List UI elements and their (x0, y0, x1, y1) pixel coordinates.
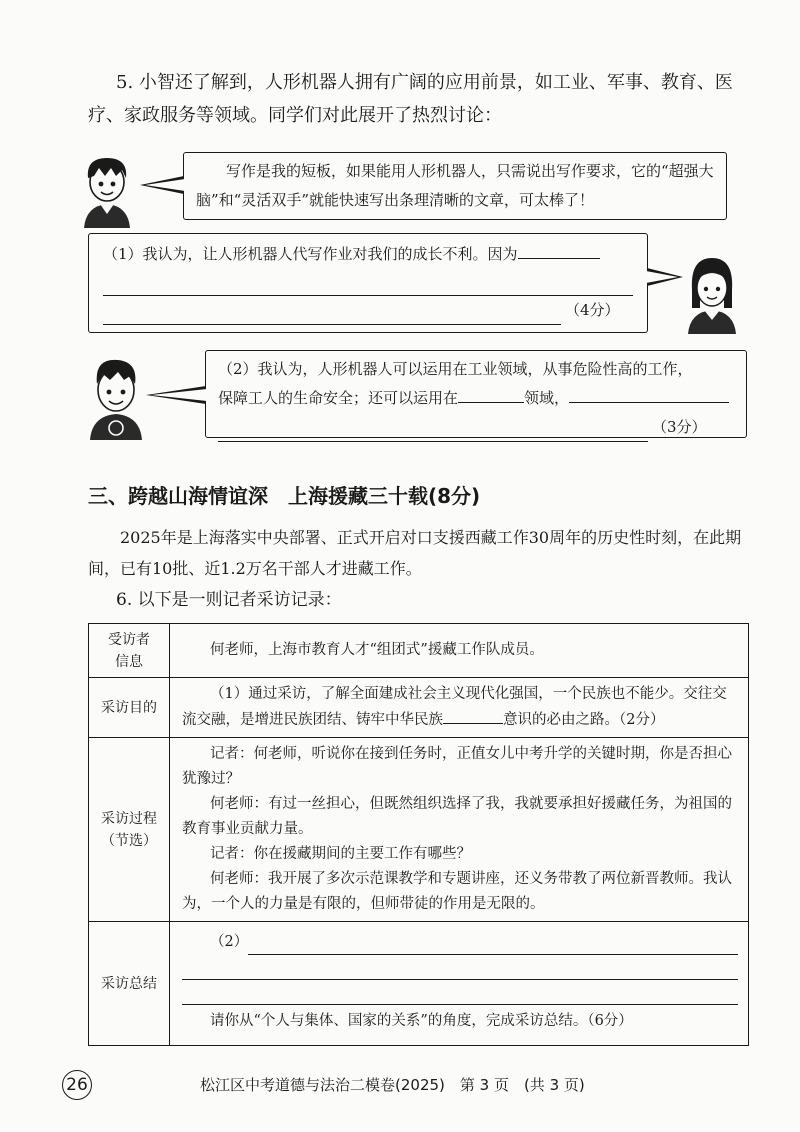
label-purpose: 采访目的 (89, 678, 170, 738)
summary-line-3[interactable] (182, 982, 738, 1005)
answer-2-score: （3分） (652, 418, 707, 436)
label-summary: 采访总结 (89, 922, 170, 1046)
process-p3: 记者：你在援藏期间的主要工作有哪些？ (210, 846, 471, 862)
table-row-interviewee (89, 624, 749, 678)
bubble-3-tail-inner (151, 389, 207, 401)
label-interviewee-info: 受访者信息 (89, 624, 170, 678)
summary-prefix: （2） (210, 934, 249, 950)
boy-icon (78, 150, 136, 228)
table-row-process (89, 738, 749, 922)
purpose-text-a: （1）通过采访，了解全面建成社会主义现代化强国，一个民族也不能少。交往交流交融，是增进民族团结、铸牢中华民族 (182, 686, 727, 728)
purpose-text-b: 意识的必由之路。（2分） (503, 712, 665, 728)
answer-1-score: （4分） (565, 301, 620, 319)
section-3-intro: 2025年是上海落实中央部署、正式开启对口支援西藏工作30周年的历史性时刻，在此期间，已有10批、近1.2万名干部人才进藏工作。 (88, 528, 742, 578)
label-process: 采访过程 （节选） (89, 738, 170, 922)
answer-2-line-3[interactable] (218, 419, 648, 442)
page-footer: 松江区中考道德与法治二模卷(2025) 第 3 页 (共 3 页) (200, 1076, 585, 1094)
process-content (170, 738, 749, 922)
summary-instruction: 请你从“个人与集体、国家的关系”的角度，完成采访总结。（6分） (210, 1013, 633, 1029)
answer-1-line-2[interactable] (103, 298, 561, 325)
boy-icon-2 (84, 352, 148, 440)
speech-bubble-answer-1 (88, 233, 648, 333)
process-p1: 记者：何老师，听说你在接到任务时，正值女儿中考升学的关键时期，你是否担心犹豫过？ (182, 746, 732, 787)
answer-1-blank-inline[interactable] (518, 242, 600, 259)
summary-line-1[interactable] (248, 932, 738, 955)
student-girl-avatar (682, 250, 742, 334)
answer-1-prompt: （1）我认为，让人形机器人代写作业对我们的成长不利。因为 (103, 245, 518, 263)
page-badge: 26 (62, 1070, 92, 1100)
question-6-text: 6. 以下是一则记者采访记录： (116, 590, 342, 610)
answer-1-line-1[interactable] (103, 269, 633, 296)
interview-record-table (88, 623, 749, 1046)
interviewee-info: 何老师，上海市教育人才“组团式”援藏工作队成员。 (170, 624, 749, 678)
section-3-title: 三、跨越山海情谊深 上海援藏三十载(8分) (88, 484, 481, 508)
answer-2-line-1: （2）我认为，人形机器人可以运用在工业领域，从事危险性高的工作， (218, 360, 693, 378)
speech-bubble-writing (183, 152, 727, 220)
purpose-content (170, 678, 749, 738)
summary-content (170, 922, 749, 1046)
process-p4: 何老师：我开展了多次示范课教学和专题讲座，还义务带教了两位新晋教师。我认为，一个人的力量是有限的，但师带徒的作用是无限的。 (182, 871, 732, 912)
student-boy-avatar-1 (78, 150, 136, 228)
bubble-1-text: 写作是我的短板，如果能用人形机器人，只需说出写作要求，它的“超强大脑”和“灵活双手”就能快速写出条理清晰的文章，可太棒了！ (196, 162, 714, 209)
answer-2-line-2b: 领域， (524, 389, 570, 407)
bubble-2-tail-inner (646, 271, 678, 283)
speech-bubble-answer-2 (205, 350, 747, 438)
purpose-blank[interactable] (443, 707, 503, 724)
process-p2: 何老师：有过一丝担心，但既然组织选择了我，我就要承担好援藏任务，为祖国的教育事业贡献力量。 (182, 796, 732, 837)
bubble-1-tail-inner (145, 179, 185, 191)
answer-2-line-2a: 保障工人的生命安全；还可以运用在 (218, 389, 459, 407)
table-row-summary (89, 922, 749, 1046)
question-5-text: 5. 小智还了解到，人形机器人拥有广阔的应用前景，如工业、军事、教育、医疗、家政服务等领域。同学们对此展开了热烈讨论： (88, 72, 733, 126)
summary-line-2[interactable] (182, 957, 738, 980)
student-boy-avatar-2 (84, 352, 148, 440)
table-row-purpose (89, 678, 749, 738)
girl-icon (682, 250, 742, 334)
answer-2-field-blank[interactable] (458, 386, 524, 403)
answer-2-reason-blank[interactable] (569, 386, 729, 403)
